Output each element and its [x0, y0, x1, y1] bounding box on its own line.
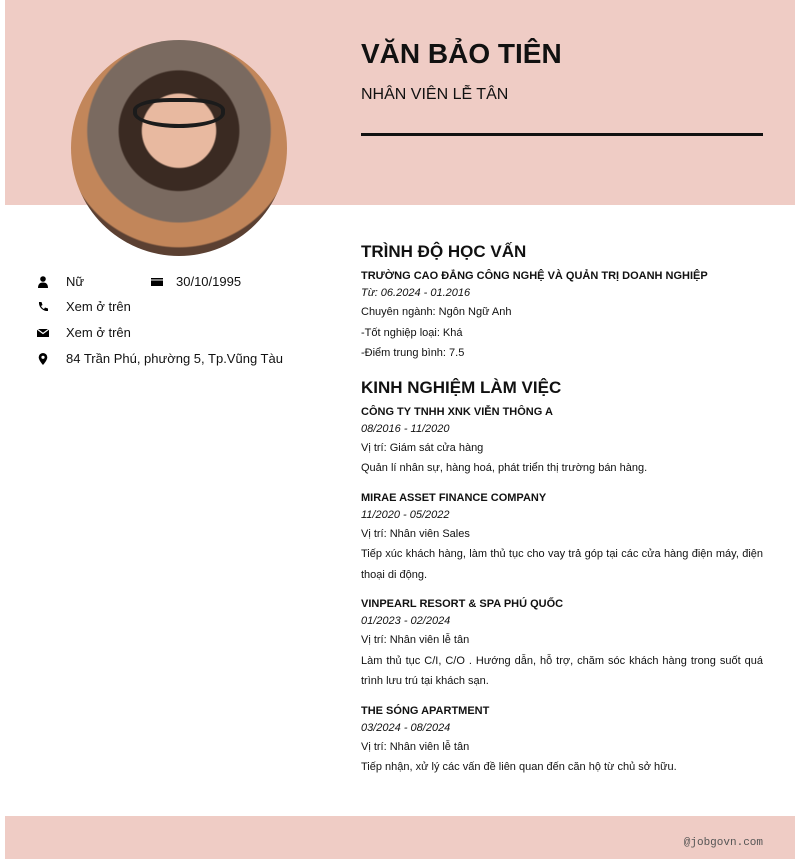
- job-description: Tiếp xúc khách hàng, làm thủ tục cho vay trả góp tại các cửa hàng điện máy, điện thoại di động.: [361, 548, 763, 581]
- main-column: [361, 242, 763, 789]
- education-date: Từ: 06.2024 - 01.2016: [361, 287, 471, 299]
- phone-value: Xem ở trên: [66, 299, 131, 314]
- calendar-icon: [150, 276, 176, 288]
- job-entry: [361, 596, 763, 692]
- job-company: VINPEARL RESORT & SPA PHÚ QUỐC: [361, 598, 564, 610]
- job-date: 11/2020 - 05/2022: [361, 508, 450, 521]
- job-company: THE SÓNG APARTMENT: [361, 704, 490, 717]
- email-row: [36, 325, 131, 340]
- location-pin-icon: [36, 353, 66, 365]
- address-row: [36, 351, 283, 366]
- job-position: Vị trí: Nhân viên lễ tân: [361, 740, 470, 753]
- job-date: 03/2024 - 08/2024: [361, 721, 451, 734]
- job-position: Vị trí: Nhân viên Sales: [361, 527, 470, 540]
- gender-row: [36, 274, 241, 289]
- experience-section: [361, 378, 763, 778]
- job-date: 01/2023 - 02/2024: [361, 615, 451, 627]
- job-company: MIRAE ASSET FINANCE COMPANY: [361, 491, 547, 504]
- header-divider: [361, 133, 763, 136]
- education-line: -Điểm trung bình: 7.5: [361, 347, 465, 359]
- footer-brand: @jobgovn.com: [683, 837, 763, 849]
- email-icon: [36, 327, 66, 339]
- glasses-shape: [133, 98, 225, 128]
- profile-photo: [71, 40, 287, 256]
- candidate-role: NHÂN VIÊN LỄ TÂN: [361, 86, 509, 103]
- person-icon: [36, 276, 66, 288]
- gender-value: Nữ: [66, 274, 85, 289]
- experience-heading: KINH NGHIỆM LÀM VIỆC: [361, 377, 562, 397]
- address-value: 84 Trần Phú, phường 5, Tp.Vũng Tàu: [66, 351, 283, 366]
- footer-band: [5, 816, 795, 859]
- education-line: Chuyên ngành: Ngôn Ngữ Anh: [361, 306, 512, 318]
- school-name: TRƯỜNG CAO ĐẲNG CÔNG NGHỆ VÀ QUẢN TRỊ DOANH NGHIỆP: [361, 270, 708, 282]
- job-description: Quản lí nhân sự, hàng hoá, phát triển thị trường bán hàng.: [361, 462, 648, 474]
- job-position: Vị trí: Giám sát cửa hàng: [361, 441, 484, 454]
- job-description: Tiếp nhận, xử lý các vấn đề liên quan đến căn hộ từ chủ sở hữu.: [361, 761, 677, 773]
- job-entry: [361, 703, 763, 778]
- job-position: Vị trí: Nhân viên lễ tân: [361, 634, 470, 646]
- birthdate-value: 30/10/1995: [176, 274, 242, 289]
- candidate-name: VĂN BẢO TIÊN: [361, 38, 562, 69]
- education-section: [361, 242, 763, 364]
- education-line: -Tốt nghiệp loại: Khá: [361, 326, 463, 339]
- job-company: CÔNG TY TNHH XNK VIỄN THÔNG A: [361, 405, 553, 418]
- email-value: Xem ở trên: [66, 325, 131, 340]
- phone-icon: [36, 301, 66, 313]
- job-date: 08/2016 - 11/2020: [361, 422, 450, 435]
- job-description: Làm thủ tục C/I, C/O . Hướng dẫn, hỗ trợ, chăm sóc khách hàng trong suốt quá trình lưu trú tại khách sạn.: [361, 654, 763, 687]
- phone-row: [36, 299, 131, 314]
- job-entry: [361, 490, 763, 586]
- job-entry: [361, 404, 763, 479]
- education-heading: TRÌNH ĐỘ HỌC VẤN: [361, 242, 527, 261]
